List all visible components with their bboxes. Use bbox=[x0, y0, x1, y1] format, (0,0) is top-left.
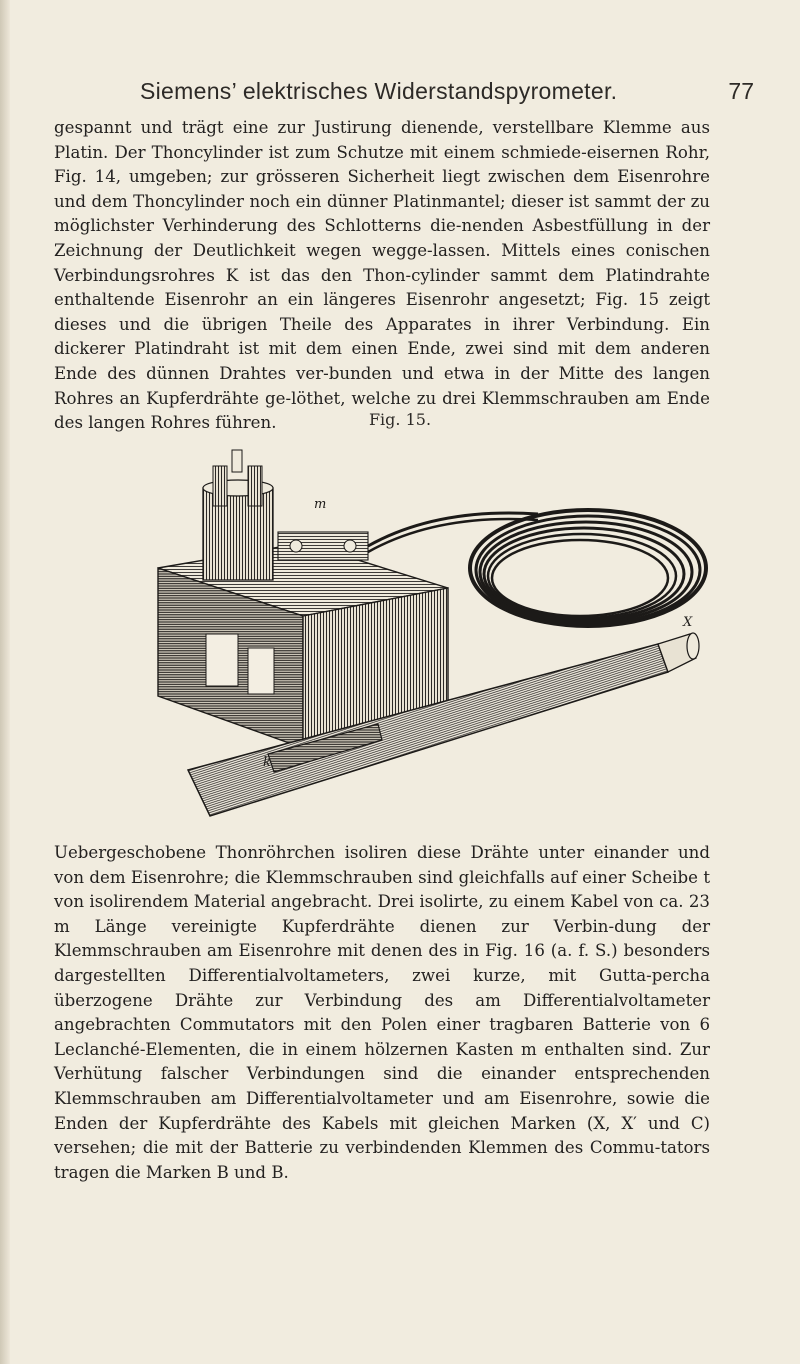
running-head-title: Siemens’ elektrisches Widerstandspyrometer. bbox=[140, 78, 618, 104]
figure-label-k: k bbox=[263, 755, 271, 770]
body-paragraph-2: Uebergeschobene Thonröhrchen isoliren diese Drähte unter einander und von dem Eisenrohre; die Klemmschrauben sind gleichfalls auf einer Scheibe t von isolirendem Material angebracht. Drei isolirte, zu einem Kabel von ca. 23 m Länge vereinigte Kupferdrähte dienen zur Verbin-dung der Klemmschrauben am Eisenrohre mit denen des in Fig. 16 (a. f. S.) besonders dargestellten Differentialvoltameters, zwei kurze, mit Gutta-percha überzogene Drähte zur Verbindung des am Differentialvoltameter angebrachten Commutators mit den Polen einer tragbaren Batterie von 6 Leclanché-Elementen, die in einem hölzernen Kasten m enthalten sind. Zur Verhütung falscher Verbindungen sind die einander entsprechenden Klemmschrauben am Differentialvoltameter und am Eisenrohre, sowie die Enden der Kupferdrähte des Kabels mit gleichen Marken (X, X′ und C) versehen; die mit der Batterie zu verbindenden Klemmen des Commu-tators tragen die Marken B und B. bbox=[54, 843, 710, 1182]
figure-label-x: X bbox=[683, 615, 693, 630]
running-head bbox=[140, 78, 754, 112]
differential-voltameter bbox=[203, 450, 368, 580]
figure-label-m: m bbox=[314, 497, 327, 512]
page-number: 77 bbox=[728, 78, 754, 104]
figure-15-illustration bbox=[118, 448, 728, 828]
apparatus-engraving bbox=[118, 448, 728, 828]
figure-caption: Fig. 15. bbox=[368, 410, 432, 429]
body-paragraph-1: gespannt und trägt eine zur Justirung dienende, verstellbare Klemme aus Platin. Der Thoncylinder ist zum Schutze mit einem schmiede-eisernen Rohr, Fig. 14, umgeben; zur grösseren Sicherheit liegt zwischen dem Eisenrohre und dem Thoncylinder noch ein dünner Platinmantel; dieser ist sammt der zu möglichster Verhinderung des Schlotterns die-nenden Asbestfüllung in der Zeichnung der Deutlichkeit wegen wegge-lassen. Mittels eines conischen Verbindungsrohres K ist das den Thon-cylinder sammt dem Platindrahte enthaltende Eisenrohr an ein längeres Eisenrohr angesetzt; Fig. 15 zeigt dieses und die übrigen Theile des Apparates in ihrer Verbindung. Ein dickerer Platindraht ist mit dem einen Ende, zwei sind mit dem anderen Ende des dünnen Drahtes ver-bunden und etwa in der Mitte des langen Rohres an Kupferdrähte ge-löthet, welche zu drei Klemmschrauben am Ende des langen Rohres führen. bbox=[54, 118, 710, 433]
page-binding-edge bbox=[0, 0, 10, 1364]
